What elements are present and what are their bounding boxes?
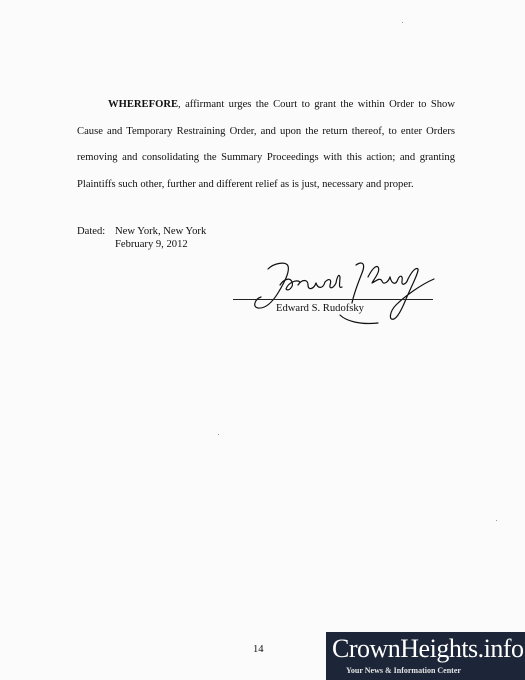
watermark-tagline: Your News & Information Center	[346, 666, 461, 675]
dated-date: February 9, 2012	[115, 239, 188, 250]
signature-line	[233, 299, 433, 300]
dated-block	[77, 225, 206, 251]
signer-name: Edward S. Rudofsky	[276, 303, 364, 314]
scan-speck	[218, 434, 219, 435]
paragraph-body: , affirmant urges the Court to grant the within Order to Show Cause and Temporary Restraining Order, and upon the return thereof, to enter Orders removing and consolidating the Summary Proceedings with this action; and granting Plaintiffs such other, further and different relief as is just, necessary and proper.	[77, 99, 455, 191]
closing-paragraph	[77, 92, 455, 199]
handwritten-signature	[228, 255, 443, 330]
watermark-brand: CrownHeights.info	[332, 634, 524, 663]
scan-speck	[402, 22, 403, 23]
crownheights-watermark	[326, 632, 525, 680]
dated-label: Dated:	[77, 226, 106, 237]
scan-speck	[496, 520, 497, 521]
dated-place: New York, New York	[115, 226, 207, 237]
wherefore-heading: WHEREFORE	[108, 99, 179, 110]
page-number: 14	[253, 644, 264, 655]
